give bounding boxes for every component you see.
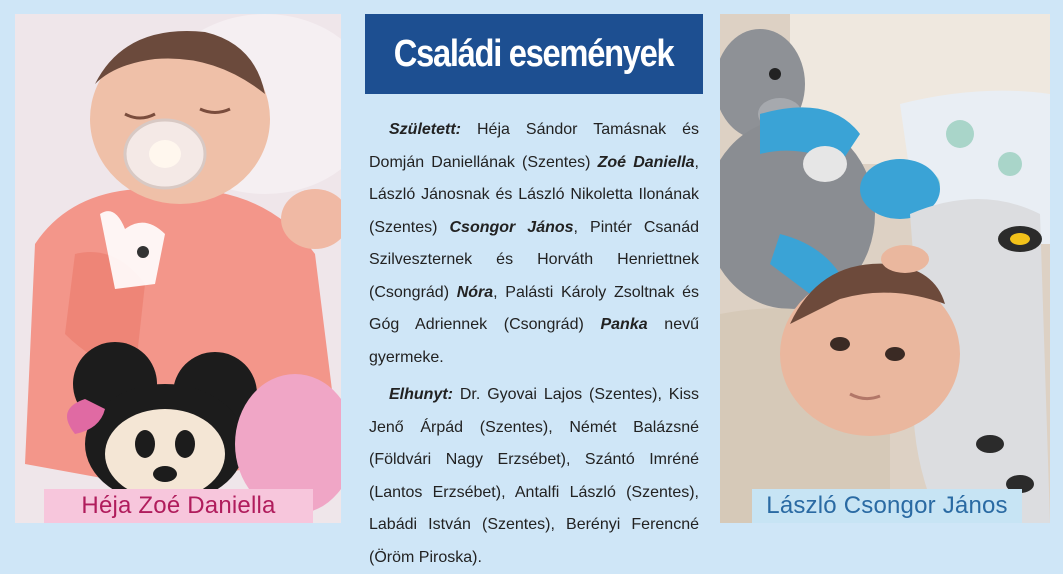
births-text-1: Héja Sándor Tamásnak és Domján Daniellának (Szentes) <box>369 121 699 171</box>
births-text-5: nevű gyermeke. <box>369 316 699 366</box>
deaths-label: Elhunyt: <box>389 386 453 403</box>
title-banner <box>365 14 703 94</box>
baby-name-3: Nóra <box>456 283 494 301</box>
births-text-4: , Palásti Károly Zsoltnak és Góg Adriennek (Csongrád) <box>369 283 699 333</box>
events-column <box>365 14 703 566</box>
baby-girl-illustration <box>15 14 341 523</box>
deaths-text: Dr. Gyovai Lajos (Szentes), Kiss Jenő Árpád (Szentes), Némét Balázsné (Földvári Nagy Erzsébet), Szántó Imréné (Lantos Erzsébet), Antalfi László (Szentes), Labádi István (Szentes), Berényi Ferencné (Öröm Piroska). <box>369 386 699 566</box>
births-paragraph <box>369 114 699 374</box>
page-title: Családi események <box>394 32 674 75</box>
caption-left: Héja Zoé Daniella <box>44 489 313 523</box>
births-label: Született: <box>389 121 461 138</box>
births-text-3: , Pintér Csanád Szilveszternek és Horváth Henriettnek (Csongrád) <box>369 218 699 301</box>
baby-photo-left <box>15 14 341 523</box>
baby-boy-illustration <box>720 14 1050 523</box>
baby-name-4: Panka <box>600 316 648 333</box>
baby-photo-right <box>720 14 1050 523</box>
baby-name-2: Csongor János <box>449 218 574 236</box>
births-text-2: , László Jánosnak és László Nikoletta Ilonának (Szentes) <box>369 153 699 236</box>
deaths-paragraph <box>369 379 699 574</box>
caption-right: László Csongor János <box>752 489 1022 523</box>
baby-name-1: Zoé Daniella <box>597 153 695 171</box>
